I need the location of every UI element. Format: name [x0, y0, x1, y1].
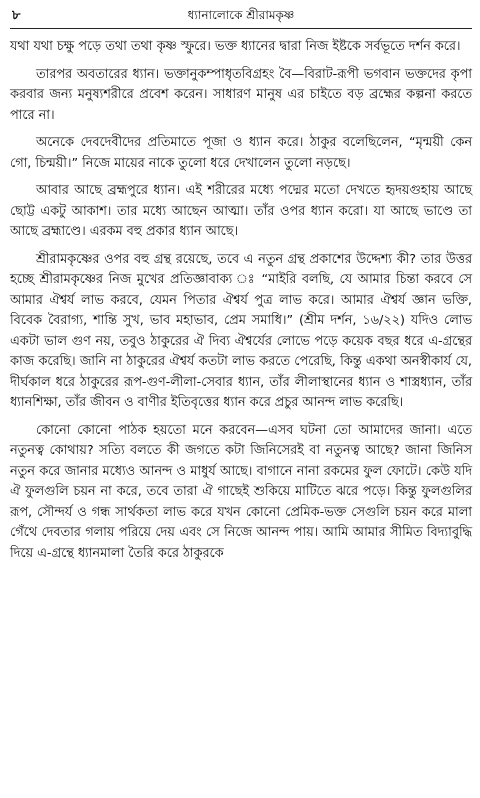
page-number: ৮ [12, 8, 21, 23]
paragraph-6: কোনো কোনো পাঠক হয়তো মনে করবেন—এসব ঘটনা তো আমাদের জানা। এতে নতুনত্ব কোথায়? সত্যি বলতে কী জগতে কটা জিনিসেরই বা নতুনত্ব আছে? জানা জিনিস নতুন করে জানার মধ্যেও আনন্দ ও মাধুর্য আছে। বাগানে নানা রকমের ফুল ফোটে। কেউ যদি ঐ ফুলগুলি চয়ন না করে, তবে তারা ঐ গাছেই শুকিয়ে মাটিতে ঝরে পড়ে। কিন্তু ফুলগুলির রূপ, সৌন্দর্য ও গন্ধ সার্থকতা লাভ করে যখন কোনো প্রেমিক-ভক্ত সেগুলি চয়ন করে মালা গেঁথে দেবতার গলায় পরিয়ে দেয় এবং সে নিজে আনন্দ পায়। আমি আমার সীমিত বিদ্যাবুদ্ধি দিয়ে এ-গ্রন্থে ধ্যানমালা তৈরি করে ঠাকুরকে [10, 422, 472, 561]
page-header [10, 6, 472, 29]
running-title: ধ্যানালোকে শ্রীরামকৃষ্ণ [187, 8, 295, 22]
paragraph-4: আবার আছে ব্রহ্মপুরে ধ্যান। এই শরীরের মধ্যে পদ্মের মতো দেখতে হৃদয়গুহায় আছে ছোট্ট একটু আকাশ। তার মধ্যে আছেন আত্মা। তাঁর ওপর ধ্যান করো। যা আছে ভাণ্ডে তা আছে ব্রহ্মাণ্ডে। এরকম বহু প্রকার ধ্যান আছে। [10, 183, 472, 239]
paragraph-1: যথা যথা চক্ষু পড়ে তথা তথা কৃষ্ণ স্ফুরে। ভক্ত ধ্যানের দ্বারা নিজ ইষ্টকে সর্বভূতে দর্শন করে। [10, 39, 461, 54]
paragraph-2: তারপর অবতারের ধ্যান। ভক্তানুকম্পাধৃতবিগ্রহং বৈ—বিরাট-রূপী ভগবান ভক্তদের কৃপা করবার জন্য মনুষ্যশরীরে প্রবেশ করেন। সাধারণ মানুষ এর চাইতে বড় ব্রহ্মের কল্পনা করতে পারে না। [10, 66, 472, 123]
paragraph-3: অনেকে দেবদেবীদের প্রতিমাতে পূজা ও ধ্যান করে। ঠাকুর বলেছিলেন, “মৃন্ময়ী কেন গো, চিন্ময়ী।” নিজে মায়ের নাকে তুলো ধরে দেখালেন তুলো নড়ছে। [10, 135, 472, 171]
body-text [10, 37, 472, 564]
paragraph-5: শ্রীরামকৃষ্ণের ওপর বহু গ্রন্থ রয়েছে, তবে এ নতুন গ্রন্থ প্রকাশের উদ্দেশ্য কী? তার উত্তর হচ্ছে শ্রীরামকৃষ্ণের নিজ মুখের প্রতিজ্ঞাবাক্য ঃ “মাইরি বলছি, যে আমার চিন্তা করবে সে আমার ঐশ্বর্য লাভ করবে, যেমন পিতার ঐশ্বর্য পুত্র লাভ করে। আমার ঐশ্বর্য জ্ঞান ভক্তি, বিবেক বৈরাগ্য, শান্তি সুখ, ভাব মহাভাব, প্রেম সমাধি।” (শ্রীম দর্শন, ১৬/২২) যদিও লোভ একটা ভাল গুণ নয়, তবুও ঠাকুরের ঐ দিব্য ঐশ্বর্যের লোভে পড়ে কয়েক বছর ধরে এ-গ্রন্থের কাজ করেছি। জানি না ঠাকুরের ঐশ্বর্য কতটা লাভ করতে পেরেছি, কিন্তু একথা অনস্বীকার্য যে, দীর্ঘকাল ধরে ঠাকুরের রূপ-গুণ-লীলা-সেবার ধ্যান, তাঁর লীলাস্থানের ধ্যান ও শাস্ত্রধ্যান, তাঁর ধ্যানশিক্ষা, তাঁর জীবন ও বাণীর ইতিবৃত্তের ধ্যান করে প্রচুর আনন্দ লাভ করেছি। [10, 251, 472, 410]
